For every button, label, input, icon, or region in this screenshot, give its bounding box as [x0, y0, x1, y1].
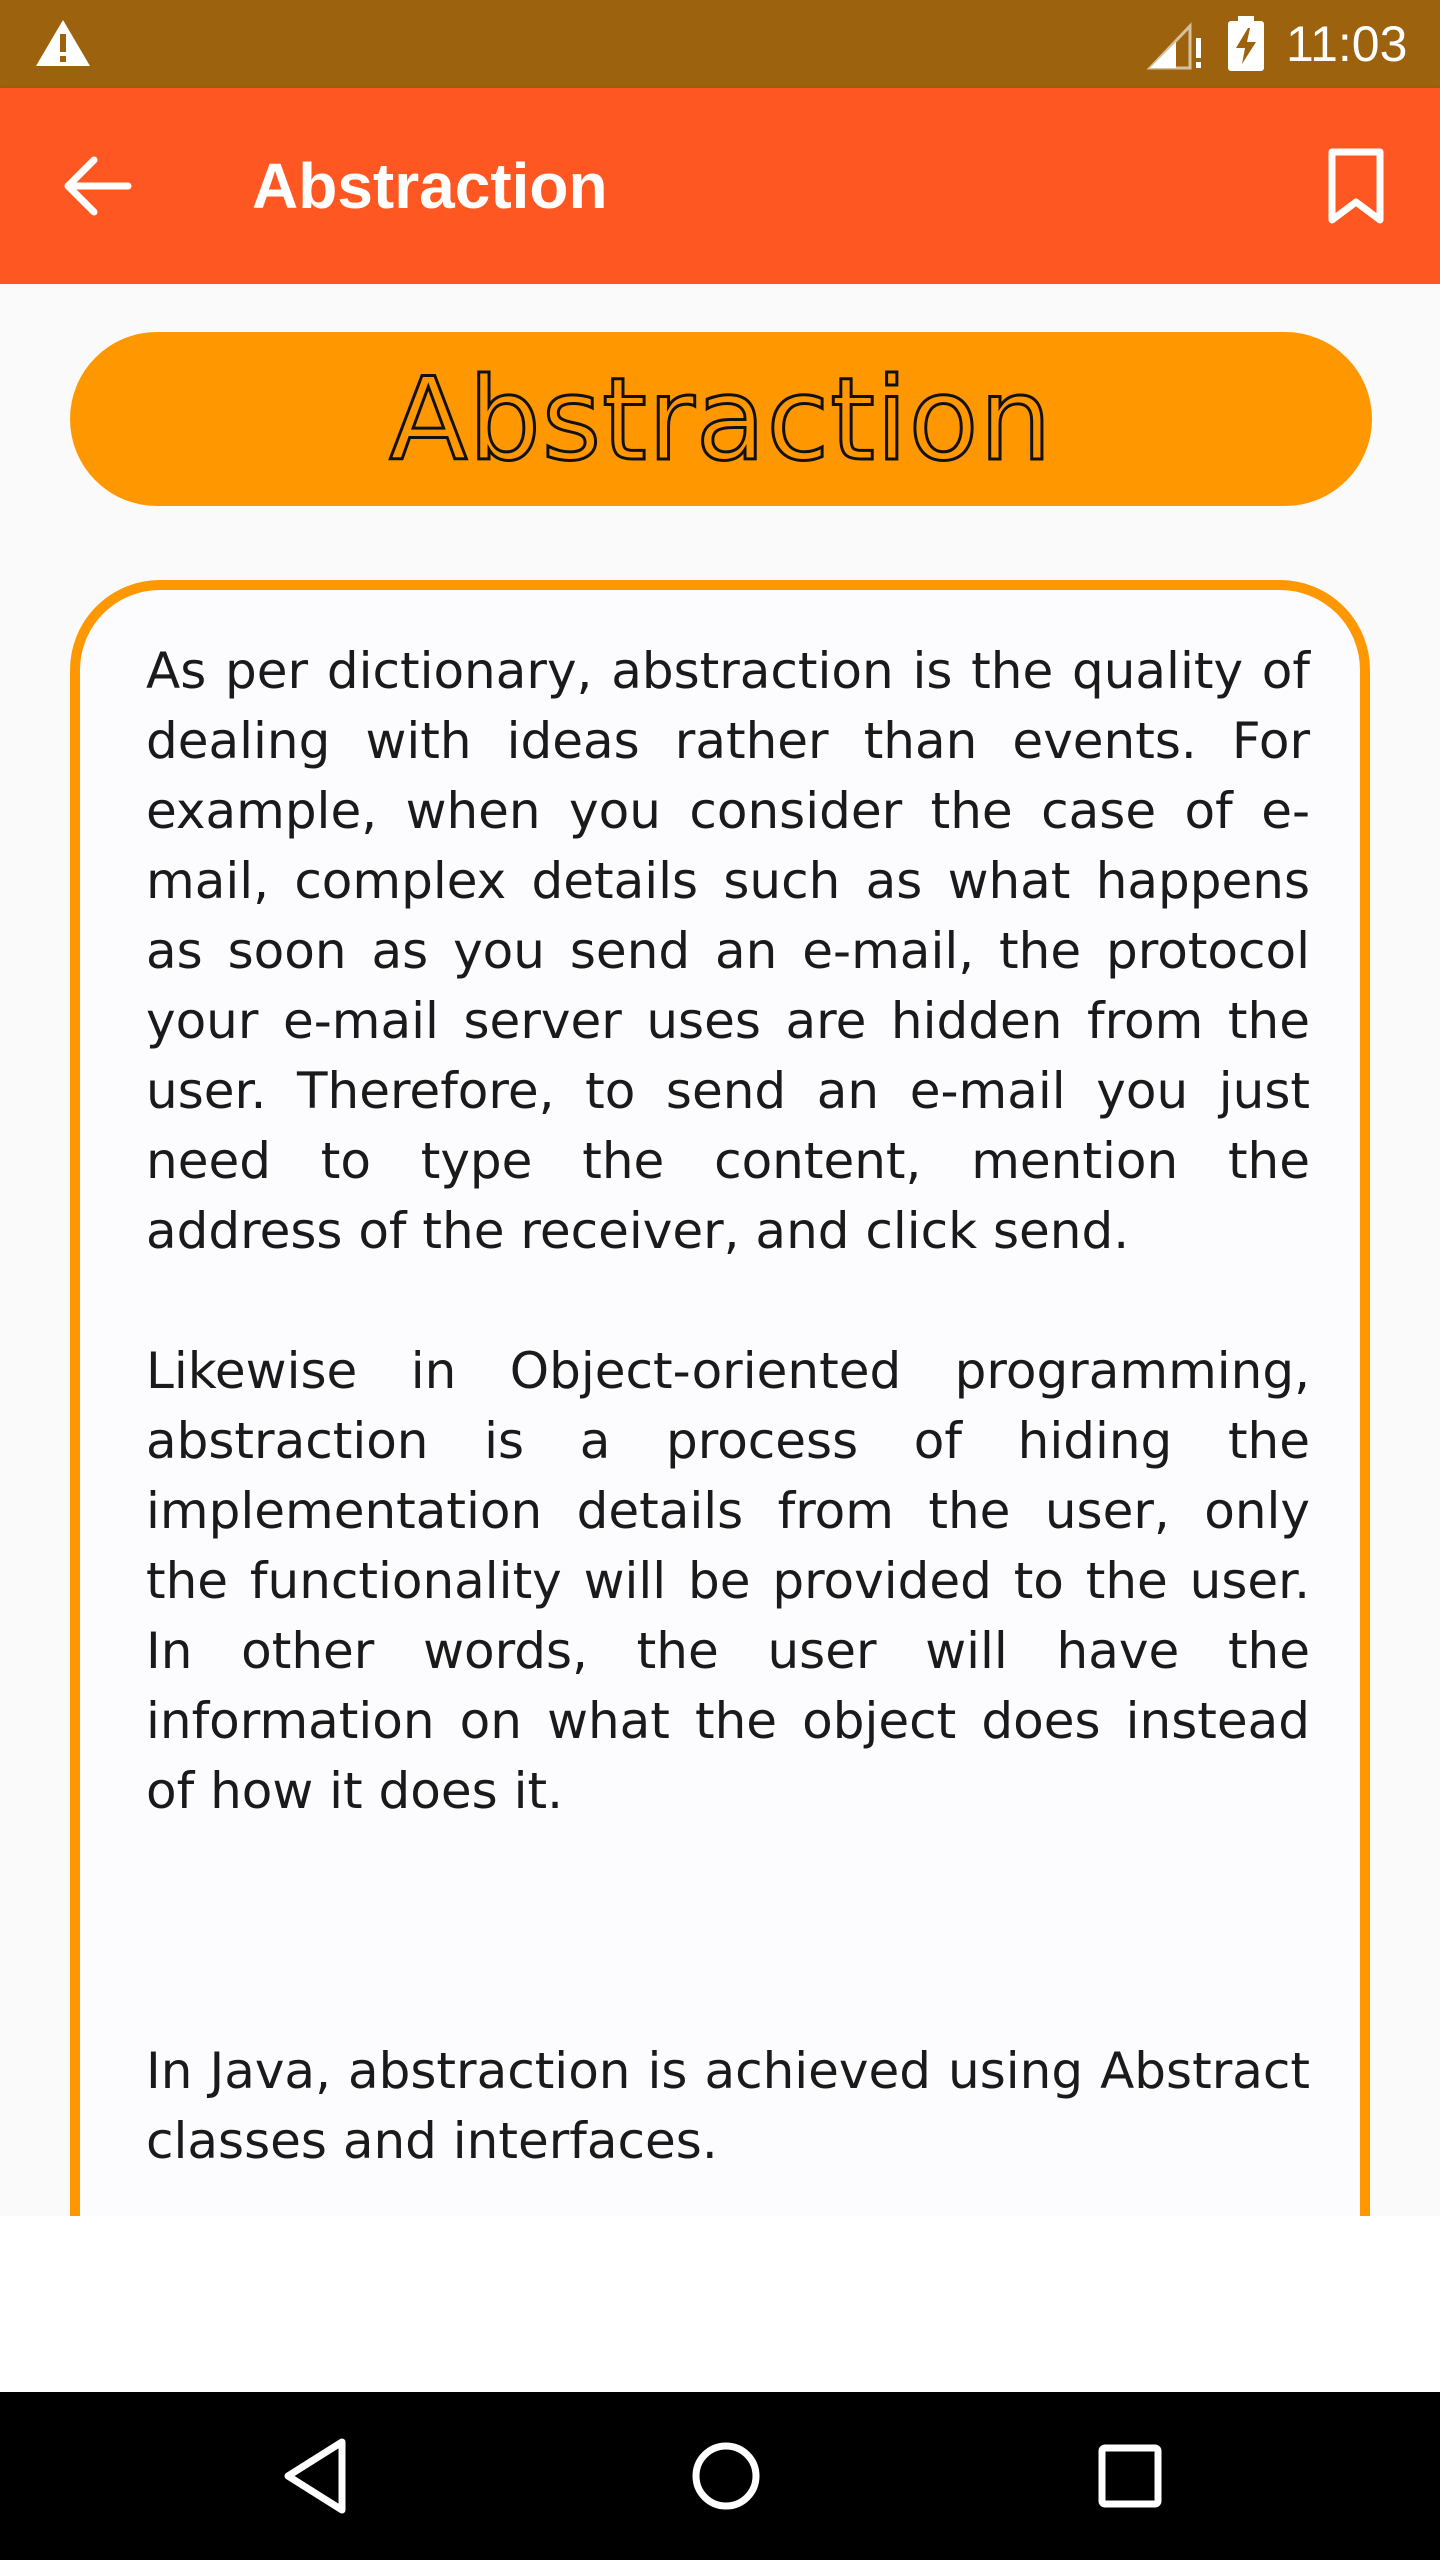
content-scroll-area[interactable] — [0, 284, 1440, 2216]
topic-heading: Abstraction — [389, 352, 1053, 486]
status-time: 11:03 — [1286, 16, 1408, 72]
arrow-left-icon[interactable] — [58, 146, 138, 226]
nav-back-icon[interactable] — [280, 2436, 350, 2516]
nav-home-icon[interactable] — [686, 2436, 766, 2516]
status-bar — [0, 0, 1440, 88]
system-nav-bar — [0, 2392, 1440, 2560]
signal-icon — [1148, 22, 1208, 70]
paragraph-3: In Java, abstraction is achieved using Abstract classes and interfaces. — [146, 2042, 1310, 2170]
bottom-blank-area — [0, 2216, 1440, 2392]
nav-recents-icon[interactable] — [1090, 2436, 1170, 2516]
paragraph-2: Likewise in Object-oriented programming, abstraction is a process of hiding the implementation details from the user, only the functionality will be provided to the user. In other words, the user will have the information on what the object does instead of how it does it. — [146, 1342, 1310, 1820]
bookmark-icon[interactable] — [1320, 146, 1392, 226]
content-card — [70, 580, 1370, 2380]
app-bar — [0, 88, 1440, 284]
paragraph-1: As per dictionary, abstraction is the quality of dealing with ideas rather than events. For example, when you consider the case of e-mail, complex details such as what happens as soon as you send an e-mail, the protocol your e-mail server uses are hidden from the user. Therefore, to send an e-mail you just need to type the content, mention the address of the receiver, and click send. — [146, 642, 1310, 1260]
battery-charging-icon — [1226, 16, 1266, 72]
app-bar-title: Abstraction — [252, 150, 608, 222]
topic-heading-banner — [70, 332, 1372, 506]
warning-icon — [34, 18, 92, 68]
